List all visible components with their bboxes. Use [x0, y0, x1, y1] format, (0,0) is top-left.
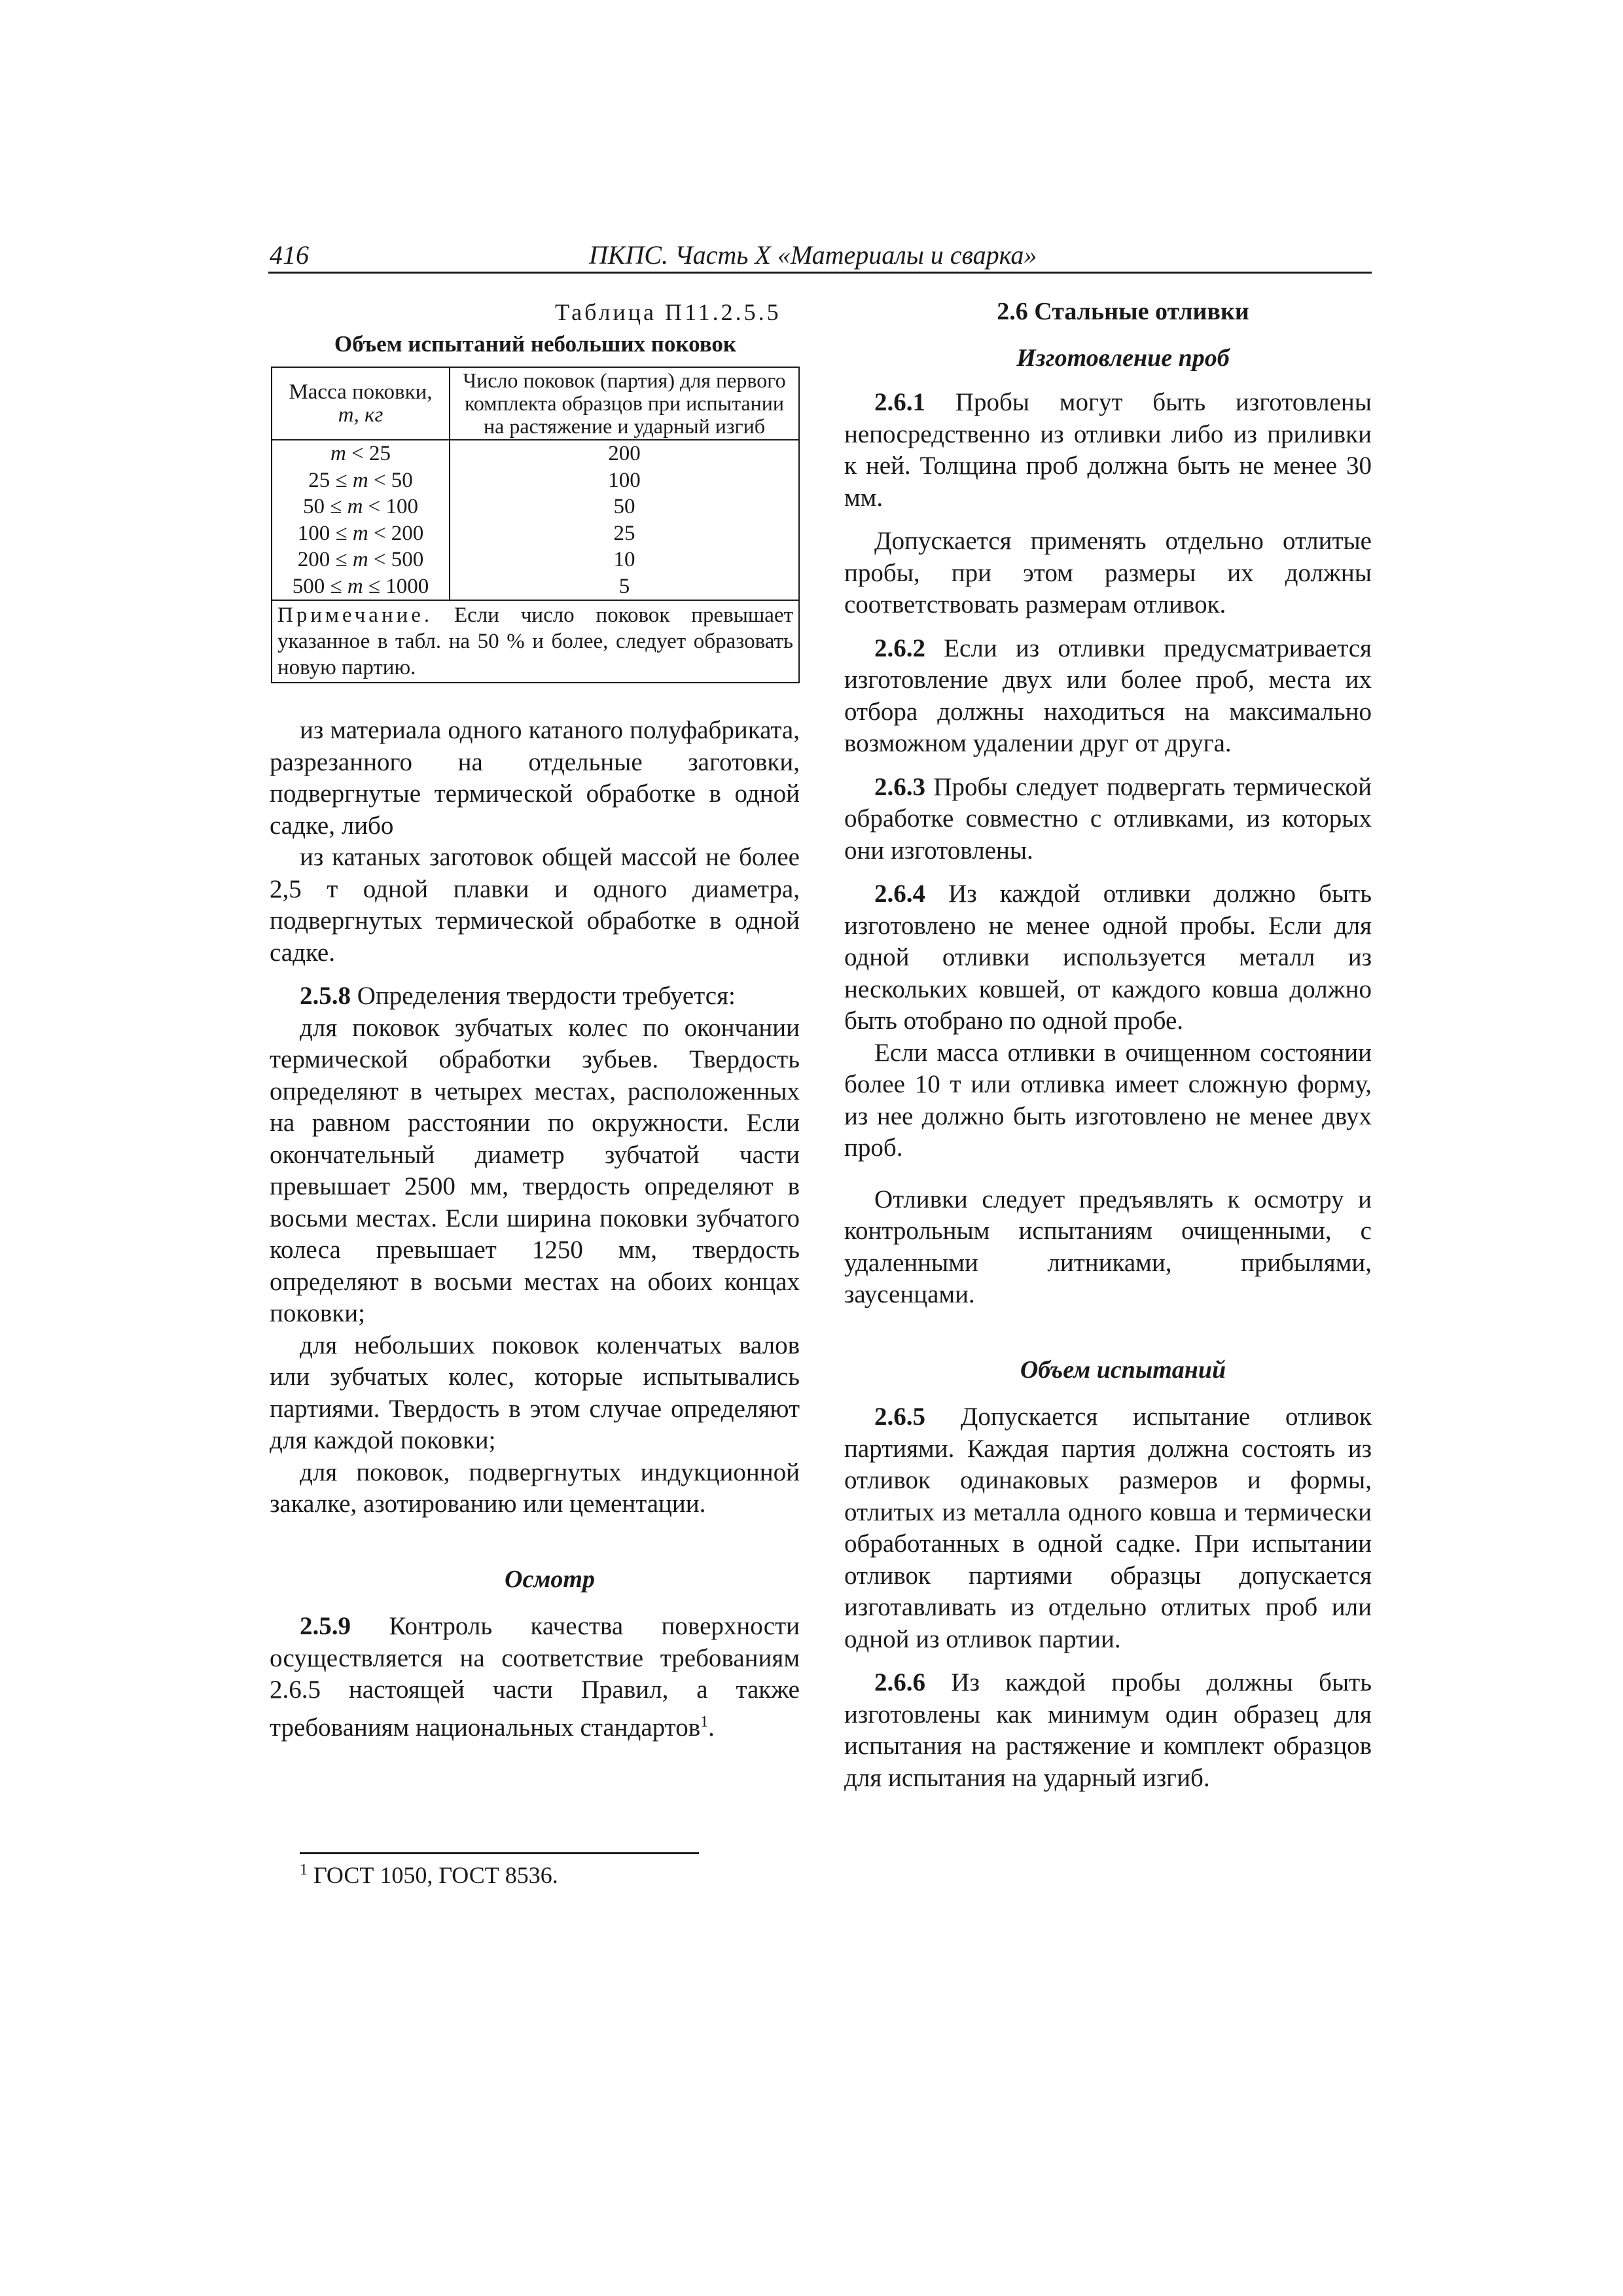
forgings-table	[271, 367, 800, 683]
table-row	[272, 547, 799, 573]
clause-text: Контроль качества поверхности осуществляется на соответствие требованиям 2.6.5 настоящей части Правил, а также требованиям национальных стандартов	[270, 1612, 800, 1742]
mass-header-line1: Масса поковки,	[289, 380, 433, 404]
paragraph: Допускается применять отдельно отлитые пробы, при этом размеры их должны соответствовать размерам отливок.	[844, 527, 1372, 619]
clause-text: Пробы могут быть изготовлены непосредственно из отливки либо из приливки к ней. Толщина проб должна быть не менее 30 мм.	[844, 388, 1372, 512]
section-heading-inspection: Осмотр	[505, 1565, 595, 1593]
table-title: Объем испытаний небольших поковок	[334, 331, 737, 357]
right-column	[844, 296, 1372, 1794]
clause-text: Допускается испытание отливок партиями. Каждая партия должна состоять из отливок одинаковых размеров и формы, отлитых из металла одного ковша и термически обработанных в одной садке. При испытании отливок партиями образцы допускается изготавливать из отдельно отлитых проб или одной из отливок партии.	[844, 1403, 1372, 1653]
column-header-mass	[272, 367, 450, 440]
table-cell-mass: 100 ≤ m < 200	[272, 520, 450, 547]
table-cell-count: 100	[450, 467, 799, 494]
table-cell-mass: 200 ≤ m < 500	[272, 547, 450, 573]
clause-text: Пробы следует подвергать термической обработке совместно с отливками, из которых они изготовлены.	[844, 772, 1372, 865]
paragraph-2-6-2	[844, 633, 1372, 760]
paragraph-2-6-6	[844, 1667, 1372, 1794]
table-cell-count: 50	[450, 493, 799, 520]
clause-number: 2.6.4	[874, 880, 925, 908]
paragraph: Отливки следует предъявлять к осмотру и контрольным испытаниям очищенными, с удаленными литниками, прибылями, заусенцами.	[844, 1185, 1372, 1308]
note-label: Примечание.	[277, 603, 433, 627]
paragraph: для поковок, подвергнутых индукционной закалке, азотированию или цементации.	[270, 1458, 800, 1518]
running-title: ПКПС. Часть X «Материалы и сварка»	[589, 240, 1037, 270]
footnote	[300, 1861, 558, 1889]
table-cell-mass: 50 ≤ m < 100	[272, 493, 450, 520]
note-text: Если число поковок превышает указанное в табл. на 50 % и более, следует образовать новую партию.	[277, 603, 793, 679]
clause-text: Если из отливки предусматривается изготовление двух или более проб, места их отбора должны находиться на максимально возможном удалении друг от друга.	[844, 634, 1372, 757]
table-label: Таблица П11.2.5.5	[555, 299, 781, 325]
table-row	[272, 440, 799, 467]
paragraph-2-6-1	[844, 387, 1372, 514]
paragraph-2-5-8	[270, 980, 800, 1013]
clause-number: 2.6.6	[874, 1668, 925, 1696]
paragraph: из материала одного катаного полуфабриката, разрезанного на отдельные заготовки, подвергнутые термической обработке в одной садке, либо	[270, 716, 800, 840]
paragraph: Если масса отливки в очищенном состоянии более 10 т или отливка имеет сложную форму, из нее должно быть изготовлено не менее двух проб.	[844, 1038, 1372, 1162]
footnote-mark: 1	[300, 1861, 308, 1878]
clause-text: Определения твердости требуется:	[351, 982, 736, 1010]
table-cell-mass: m < 25	[272, 440, 450, 467]
table-cell-count: 25	[450, 520, 799, 547]
table-cell-count: 200	[450, 440, 799, 467]
table-row	[272, 493, 799, 520]
clause-number: 2.6.3	[874, 772, 925, 801]
clause-number: 2.5.9	[300, 1612, 351, 1640]
mass-header-line2: m, кг	[338, 403, 383, 427]
header-rule	[268, 272, 1372, 274]
subsection-title-volume: Объем испытаний	[1020, 1355, 1226, 1384]
clause-number: 2.6.5	[874, 1403, 925, 1431]
table-cell-mass: 25 ≤ m < 50	[272, 467, 450, 494]
table-row	[272, 467, 799, 494]
subsection-title-manufacture: Изготовление проб	[1016, 344, 1230, 372]
table-header-row	[272, 367, 799, 440]
paragraph: из катаных заготовок общей массой не более 2,5 т одной плавки и одного диаметра, подвергнутых термической обработке в одной садке.	[270, 843, 800, 967]
paragraph: для поковок зубчатых колес по окончании термической обработки зубьев. Твердость определяют в четырех местах, расположенных на равном расстоянии по окружности. Если окончательный диаметр зубчатой части превышает 2500 мм, твердость определяют в восьми местах. Если ширина поковки зубчатого колеса превышает 1250 мм, твердость определяют в восьми местах на обоих концах поковки;	[270, 1013, 800, 1327]
table-note-row	[272, 600, 799, 683]
column-header-count: Число поковок (партия) для первого комплекта образцов при испытании на растяжение и ударный изгиб	[450, 367, 799, 440]
table-note	[272, 600, 799, 683]
paragraph-2-5-9	[270, 1611, 800, 1744]
clause-text: Из каждой пробы должны быть изготовлены как минимум один образец для испытания на растяжение и комплект образцов для испытания на ударный изгиб.	[844, 1668, 1372, 1792]
footnote-text: ГОСТ 1050, ГОСТ 8536.	[308, 1862, 558, 1888]
clause-number: 2.5.8	[300, 982, 351, 1010]
clause-number: 2.6.1	[874, 388, 925, 416]
footnote-rule	[300, 1852, 699, 1854]
table-cell-mass: 500 ≤ m ≤ 1000	[272, 573, 450, 601]
left-column	[270, 715, 800, 1744]
clause-number: 2.6.2	[874, 634, 925, 662]
clause-text: Из каждой отливки должно быть изготовлено не менее одной пробы. Если для одной отливки используется металл из нескольких ковшей, от каждого ковша должно быть отобрано по одной пробе.	[844, 880, 1372, 1035]
table-cell-count: 5	[450, 573, 799, 601]
table-row	[272, 520, 799, 547]
table-cell-count: 10	[450, 547, 799, 573]
clause-end: .	[708, 1713, 715, 1742]
page-number: 416	[270, 240, 309, 270]
paragraph-2-6-4	[844, 878, 1372, 1037]
paragraph: для небольших поковок коленчатых валов или зубчатых колес, которые испытывались партиями. Твердость в этом случае определяют для каждой поковки;	[270, 1331, 800, 1454]
section-title-2-6: 2.6 Стальные отливки	[997, 298, 1249, 325]
footnote-ref: 1	[700, 1713, 709, 1731]
table-row	[272, 573, 799, 601]
paragraph-2-6-3	[844, 772, 1372, 867]
paragraph-2-6-5	[844, 1401, 1372, 1655]
